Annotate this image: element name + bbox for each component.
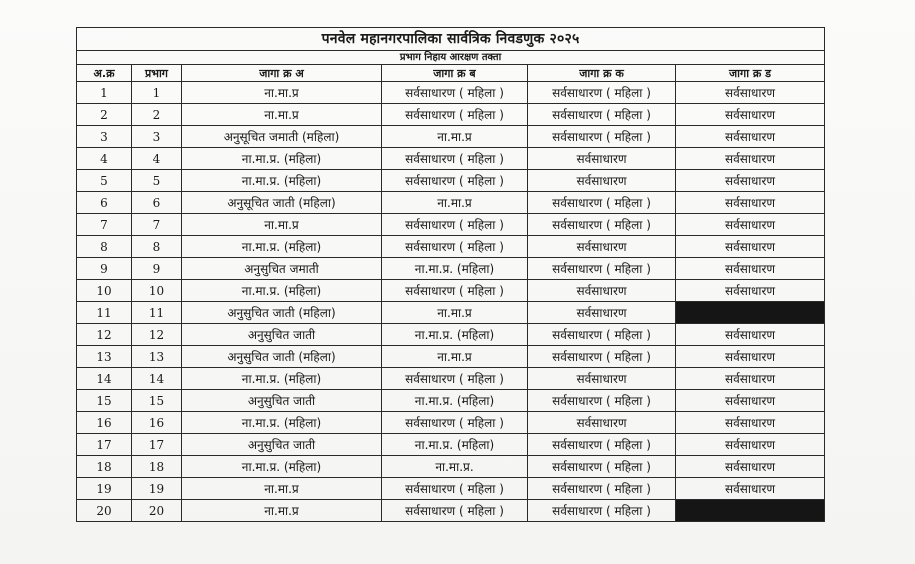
seat-d-cell: सर्वसाधारण	[676, 148, 825, 170]
seat-d-cell: सर्वसाधारण	[676, 456, 825, 478]
seat-b-cell: सर्वसाधारण ( महिला )	[382, 478, 528, 500]
ward-cell: 9	[132, 258, 182, 280]
seat-d-cell: सर्वसाधारण	[676, 104, 825, 126]
reservation-table	[76, 27, 825, 522]
seat-b-cell: सर्वसाधारण ( महिला )	[382, 170, 528, 192]
seat-a-cell: ना.मा.प्र. (महिला)	[182, 170, 382, 192]
serial-cell: 16	[77, 412, 132, 434]
ward-cell: 12	[132, 324, 182, 346]
table-row	[77, 192, 825, 214]
seat-b-cell: ना.मा.प्र. (महिला)	[382, 324, 528, 346]
table-row	[77, 82, 825, 104]
seat-d-cell: सर्वसाधारण	[676, 82, 825, 104]
serial-cell: 10	[77, 280, 132, 302]
ward-cell: 10	[132, 280, 182, 302]
ward-cell: 20	[132, 500, 182, 522]
ward-cell: 4	[132, 148, 182, 170]
seat-d-cell: सर्वसाधारण	[676, 434, 825, 456]
seat-a-cell: अनुसुचित जाती	[182, 434, 382, 456]
redacted-cell	[676, 500, 825, 522]
seat-c-cell: सर्वसाधारण ( महिला )	[528, 390, 676, 412]
table-row	[77, 368, 825, 390]
seat-d-cell: सर्वसाधारण	[676, 368, 825, 390]
ward-cell: 14	[132, 368, 182, 390]
ward-cell: 3	[132, 126, 182, 148]
seat-a-cell: ना.मा.प्र	[182, 214, 382, 236]
serial-cell: 3	[77, 126, 132, 148]
seat-c-cell: सर्वसाधारण ( महिला )	[528, 434, 676, 456]
seat-c-cell: सर्वसाधारण ( महिला )	[528, 192, 676, 214]
seat-a-cell: ना.मा.प्र. (महिला)	[182, 148, 382, 170]
seat-c-cell: सर्वसाधारण ( महिला )	[528, 126, 676, 148]
seat-a-cell: अनुसुचित जाती (महिला)	[182, 346, 382, 368]
redacted-cell	[676, 302, 825, 324]
seat-b-cell: ना.मा.प्र. (महिला)	[382, 258, 528, 280]
ward-cell: 17	[132, 434, 182, 456]
seat-a-cell: ना.मा.प्र. (महिला)	[182, 236, 382, 258]
seat-b-cell: सर्वसाधारण ( महिला )	[382, 280, 528, 302]
seat-c-cell: सर्वसाधारण	[528, 170, 676, 192]
ward-cell: 15	[132, 390, 182, 412]
seat-b-cell: सर्वसाधारण ( महिला )	[382, 214, 528, 236]
seat-c-cell: सर्वसाधारण ( महिला )	[528, 214, 676, 236]
serial-cell: 18	[77, 456, 132, 478]
seat-d-cell: सर्वसाधारण	[676, 324, 825, 346]
serial-cell: 9	[77, 258, 132, 280]
seat-a-cell: अनुसुचित जाती (महिला)	[182, 302, 382, 324]
table-row	[77, 390, 825, 412]
seat-b-cell: ना.मा.प्र	[382, 302, 528, 324]
serial-cell: 5	[77, 170, 132, 192]
ward-cell: 1	[132, 82, 182, 104]
table-row	[77, 280, 825, 302]
seat-d-cell: सर्वसाधारण	[676, 280, 825, 302]
serial-cell: 17	[77, 434, 132, 456]
seat-d-cell: सर्वसाधारण	[676, 170, 825, 192]
seat-d-cell: सर्वसाधारण	[676, 390, 825, 412]
ward-cell: 6	[132, 192, 182, 214]
seat-a-cell: ना.मा.प्र	[182, 478, 382, 500]
seat-a-cell: ना.मा.प्र	[182, 82, 382, 104]
serial-cell: 15	[77, 390, 132, 412]
seat-b-cell: सर्वसाधारण ( महिला )	[382, 236, 528, 258]
seat-b-cell: सर्वसाधारण ( महिला )	[382, 368, 528, 390]
seat-b-cell: ना.मा.प्र. (महिला)	[382, 390, 528, 412]
ward-cell: 2	[132, 104, 182, 126]
seat-c-cell: सर्वसाधारण	[528, 148, 676, 170]
table-row	[77, 126, 825, 148]
ward-cell: 7	[132, 214, 182, 236]
seat-b-cell: ना.मा.प्र	[382, 192, 528, 214]
ward-cell: 18	[132, 456, 182, 478]
seat-a-cell: अनुसुचित जाती	[182, 390, 382, 412]
seat-c-cell: सर्वसाधारण ( महिला )	[528, 478, 676, 500]
serial-cell: 4	[77, 148, 132, 170]
table-row	[77, 214, 825, 236]
seat-b-cell: सर्वसाधारण ( महिला )	[382, 104, 528, 126]
seat-c-cell: सर्वसाधारण	[528, 412, 676, 434]
column-header-row	[77, 65, 825, 82]
seat-c-cell: सर्वसाधारण ( महिला )	[528, 82, 676, 104]
seat-c-cell: सर्वसाधारण ( महिला )	[528, 346, 676, 368]
seat-a-cell: अनुसूचित जमाती (महिला)	[182, 126, 382, 148]
seat-d-cell: सर्वसाधारण	[676, 236, 825, 258]
seat-b-cell: सर्वसाधारण ( महिला )	[382, 412, 528, 434]
ward-cell: 8	[132, 236, 182, 258]
table-row	[77, 258, 825, 280]
table-row	[77, 478, 825, 500]
serial-cell: 7	[77, 214, 132, 236]
table-row	[77, 500, 825, 522]
seat-b-cell: ना.मा.प्र	[382, 126, 528, 148]
seat-b-cell: ना.मा.प्र.	[382, 456, 528, 478]
seat-b-cell: ना.मा.प्र. (महिला)	[382, 434, 528, 456]
header-seat-b: जागा क्र ब	[382, 65, 528, 82]
seat-c-cell: सर्वसाधारण ( महिला )	[528, 500, 676, 522]
header-ward: प्रभाग	[132, 65, 182, 82]
header-serial: अ.क्र	[77, 65, 132, 82]
serial-cell: 14	[77, 368, 132, 390]
table-row	[77, 170, 825, 192]
header-seat-d: जागा क्र ड	[676, 65, 825, 82]
serial-cell: 8	[77, 236, 132, 258]
seat-a-cell: अनुसुचित जाती	[182, 324, 382, 346]
seat-c-cell: सर्वसाधारण ( महिला )	[528, 456, 676, 478]
seat-d-cell: सर्वसाधारण	[676, 346, 825, 368]
ward-cell: 13	[132, 346, 182, 368]
serial-cell: 20	[77, 500, 132, 522]
serial-cell: 11	[77, 302, 132, 324]
table-body	[77, 82, 825, 522]
table-row	[77, 456, 825, 478]
table-row	[77, 412, 825, 434]
seat-d-cell: सर्वसाधारण	[676, 126, 825, 148]
seat-c-cell: सर्वसाधारण	[528, 368, 676, 390]
table-row	[77, 104, 825, 126]
seat-a-cell: ना.मा.प्र. (महिला)	[182, 412, 382, 434]
document-subtitle: प्रभाग निहाय आरक्षण तक्ता	[77, 51, 825, 65]
table-row	[77, 324, 825, 346]
document-title: पनवेल महानगरपालिका सार्वत्रिक निवडणुक २०२५	[77, 28, 825, 51]
header-seat-c: जागा क्र क	[528, 65, 676, 82]
seat-c-cell: सर्वसाधारण ( महिला )	[528, 104, 676, 126]
seat-a-cell: अनुसूचित जाती (महिला)	[182, 192, 382, 214]
serial-cell: 2	[77, 104, 132, 126]
seat-c-cell: सर्वसाधारण ( महिला )	[528, 258, 676, 280]
ward-cell: 5	[132, 170, 182, 192]
seat-a-cell: ना.मा.प्र	[182, 500, 382, 522]
serial-cell: 13	[77, 346, 132, 368]
table-row	[77, 148, 825, 170]
table-row	[77, 236, 825, 258]
seat-b-cell: सर्वसाधारण ( महिला )	[382, 82, 528, 104]
seat-c-cell: सर्वसाधारण	[528, 236, 676, 258]
seat-d-cell: सर्वसाधारण	[676, 258, 825, 280]
seat-c-cell: सर्वसाधारण	[528, 302, 676, 324]
ward-cell: 16	[132, 412, 182, 434]
serial-cell: 1	[77, 82, 132, 104]
seat-c-cell: सर्वसाधारण	[528, 280, 676, 302]
seat-d-cell: सर्वसाधारण	[676, 412, 825, 434]
seat-d-cell: सर्वसाधारण	[676, 192, 825, 214]
seat-a-cell: ना.मा.प्र. (महिला)	[182, 456, 382, 478]
serial-cell: 12	[77, 324, 132, 346]
serial-cell: 19	[77, 478, 132, 500]
table-row	[77, 434, 825, 456]
ward-cell: 11	[132, 302, 182, 324]
seat-a-cell: ना.मा.प्र	[182, 104, 382, 126]
seat-b-cell: सर्वसाधारण ( महिला )	[382, 500, 528, 522]
seat-a-cell: ना.मा.प्र. (महिला)	[182, 280, 382, 302]
ward-cell: 19	[132, 478, 182, 500]
seat-a-cell: ना.मा.प्र. (महिला)	[182, 368, 382, 390]
header-seat-a: जागा क्र अ	[182, 65, 382, 82]
seat-d-cell: सर्वसाधारण	[676, 478, 825, 500]
serial-cell: 6	[77, 192, 132, 214]
seat-b-cell: ना.मा.प्र	[382, 346, 528, 368]
seat-d-cell: सर्वसाधारण	[676, 214, 825, 236]
table-row	[77, 346, 825, 368]
seat-a-cell: अनुसुचित जमाती	[182, 258, 382, 280]
table-row	[77, 302, 825, 324]
seat-b-cell: सर्वसाधारण ( महिला )	[382, 148, 528, 170]
seat-c-cell: सर्वसाधारण ( महिला )	[528, 324, 676, 346]
